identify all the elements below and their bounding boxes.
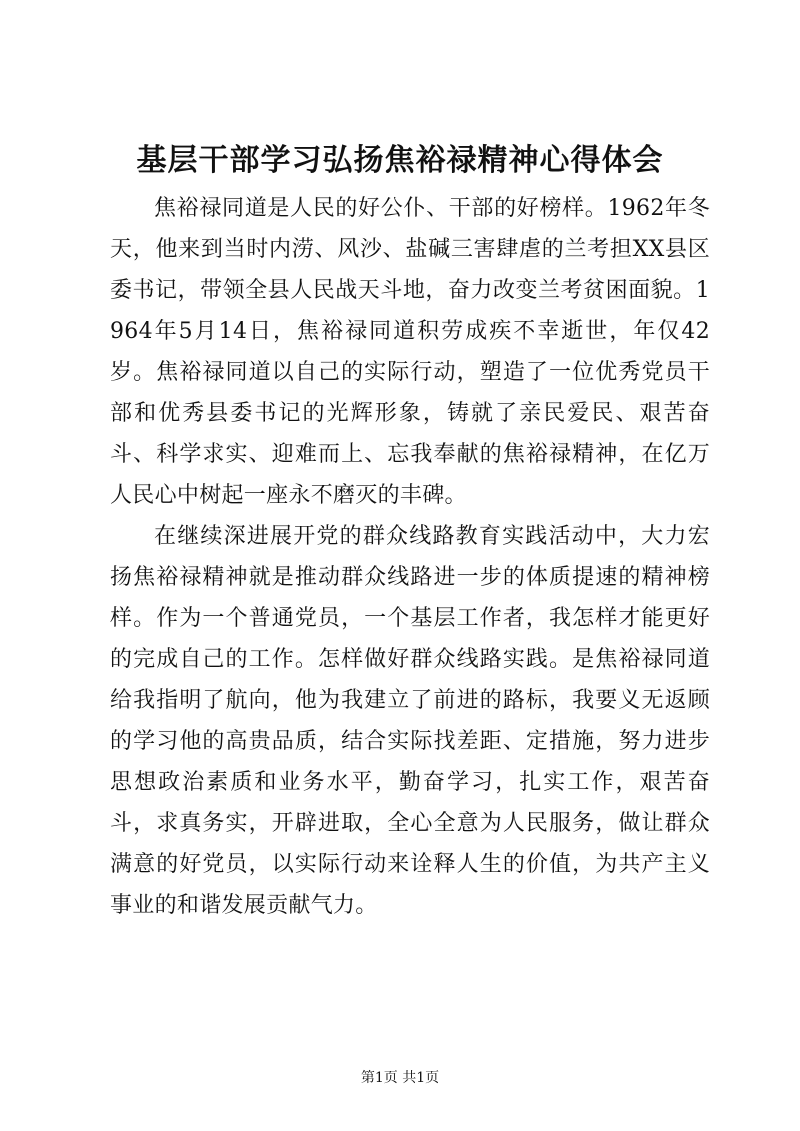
paragraph-1: 焦裕禄同道是人民的好公仆、干部的好榜样。1962年冬天，他来到当时内涝、风沙、盐碱三害肆虐的兰考担XX县区委书记，带领全县人民战天斗地，奋力改变兰考贫困面貌。1964年5月14日，焦裕禄同道积劳成疾不幸逝世，年仅42岁。焦裕禄同道以自己的实际行动，塑造了一位优秀党员干部和优秀县委书记的光辉形象，铸就了亲民爱民、艰苦奋斗、科学求实、迎难而上、忘我奉献的焦裕禄精神，在亿万人民心中树起一座永不磨灭的丰碑。 — [110, 196, 710, 508]
document-body — [110, 188, 710, 926]
document-title: 基层干部学习弘扬焦裕禄精神心得体会 — [136, 143, 664, 178]
paragraph-2: 在继续深进展开党的群众线路教育实践活动中，大力宏扬焦裕禄精神就是推动群众线路进一步的体质提速的精神榜样。作为一个普通党员，一个基层工作者，我怎样才能更好的完成自己的工作。怎样做好群众线路实践。是焦裕禄同道给我指明了航向，他为我建立了前进的路标，我要义无返顾的学习他的高贵品质，结合实际找差距、定措施，努力进步思想政治素质和业务水平，勤奋学习，扎实工作，艰苦奋斗，求真务实，开辟进取，全心全意为人民服务，做让群众满意的好党员，以实际行动来诠释人生的价值，为共产主义事业的和谐发展贡献气力。 — [110, 524, 710, 918]
page-number-footer: 第1页 共1页 — [360, 1070, 440, 1086]
